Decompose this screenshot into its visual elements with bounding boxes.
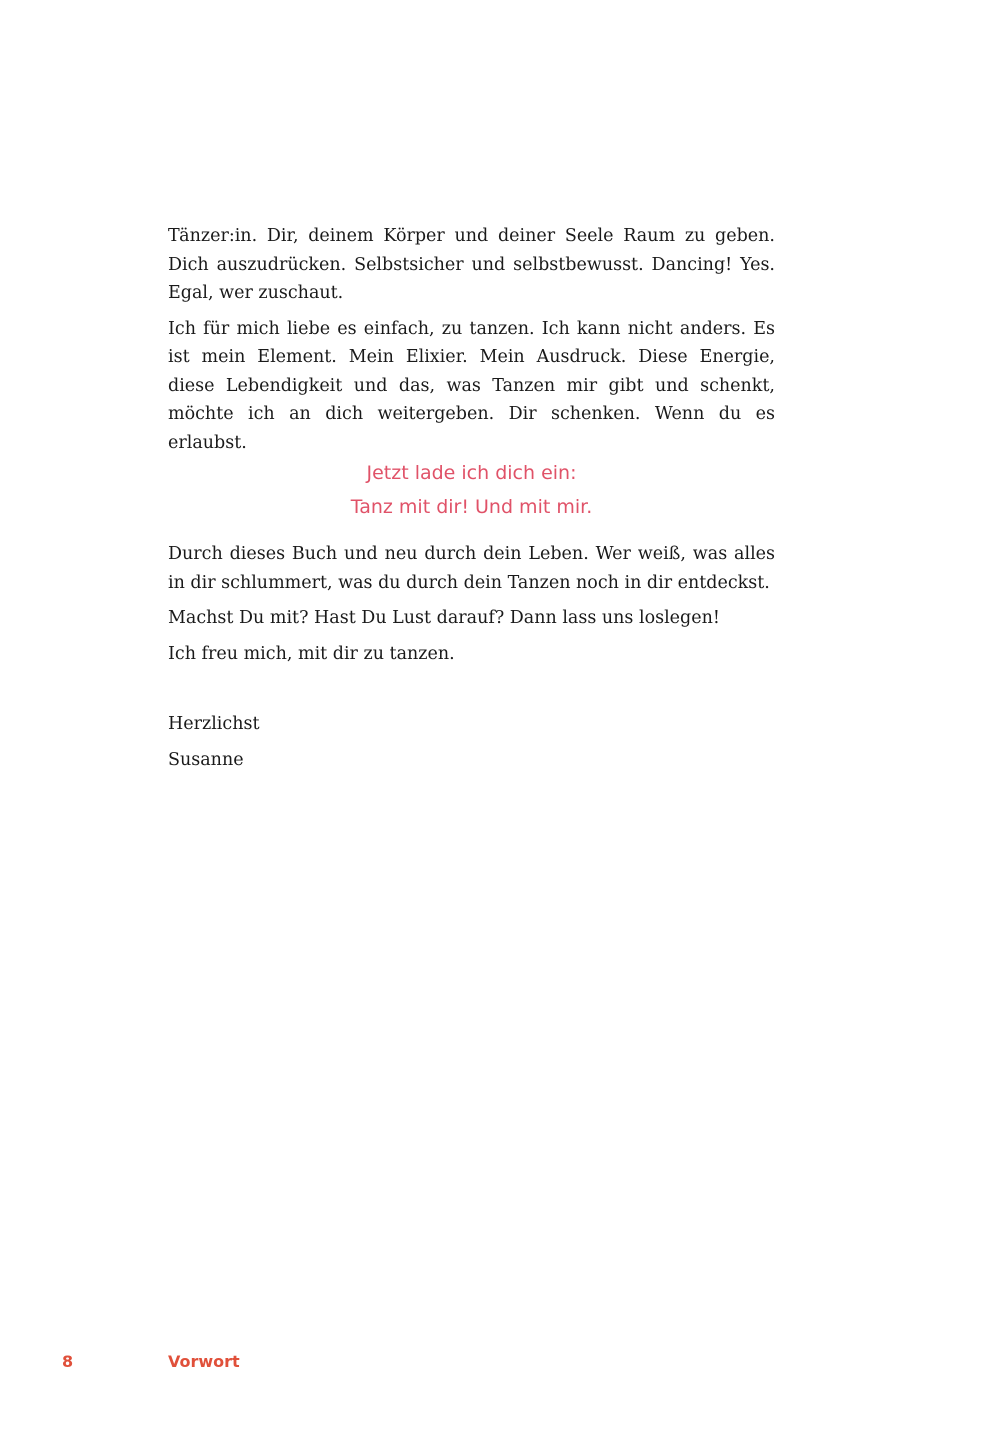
paragraph: Ich für mich liebe es einfach, zu tanzen. Ich kann nicht anders. Es ist mein Element. Mein Elixier. Mein Ausdruck. Diese Energie, diese Lebendigkeit und das, was Tanzen mir gibt und schenkt, möchte ich an dich weitergeben. Dir schenken. Wenn du es erlaubst. [168, 318, 775, 453]
page-number: 8 [62, 1352, 74, 1371]
paragraph: Ich freu mich, mit dir zu tanzen. [168, 643, 455, 664]
running-footer-section: Vorwort [168, 1352, 240, 1371]
paragraph: Durch dieses Buch und neu durch dein Leben. Wer weiß, was alles in dir schlummert, was du durch dein Tanzen noch in dir entdeckst. [168, 544, 775, 593]
callout-line: Tanz mit dir! Und mit mir. [350, 496, 593, 518]
signature-block [168, 710, 775, 781]
highlight-callout [168, 456, 775, 524]
paragraph: Tänzer:in. Dir, deinem Körper und deiner Seele Raum zu geben. Dich auszudrücken. Selbstsicher und selbstbewusst. Dancing! Yes. Egal, wer zuschaut. [168, 226, 775, 303]
body-text-mid [168, 540, 775, 675]
closing-salutation: Herzlichst [168, 714, 260, 734]
paragraph: Machst Du mit? Hast Du Lust darauf? Dann lass uns loslegen! [168, 608, 720, 628]
author-signature: Susanne [168, 749, 244, 770]
body-text-top [168, 222, 775, 464]
callout-line: Jetzt lade ich dich ein: [366, 462, 577, 484]
